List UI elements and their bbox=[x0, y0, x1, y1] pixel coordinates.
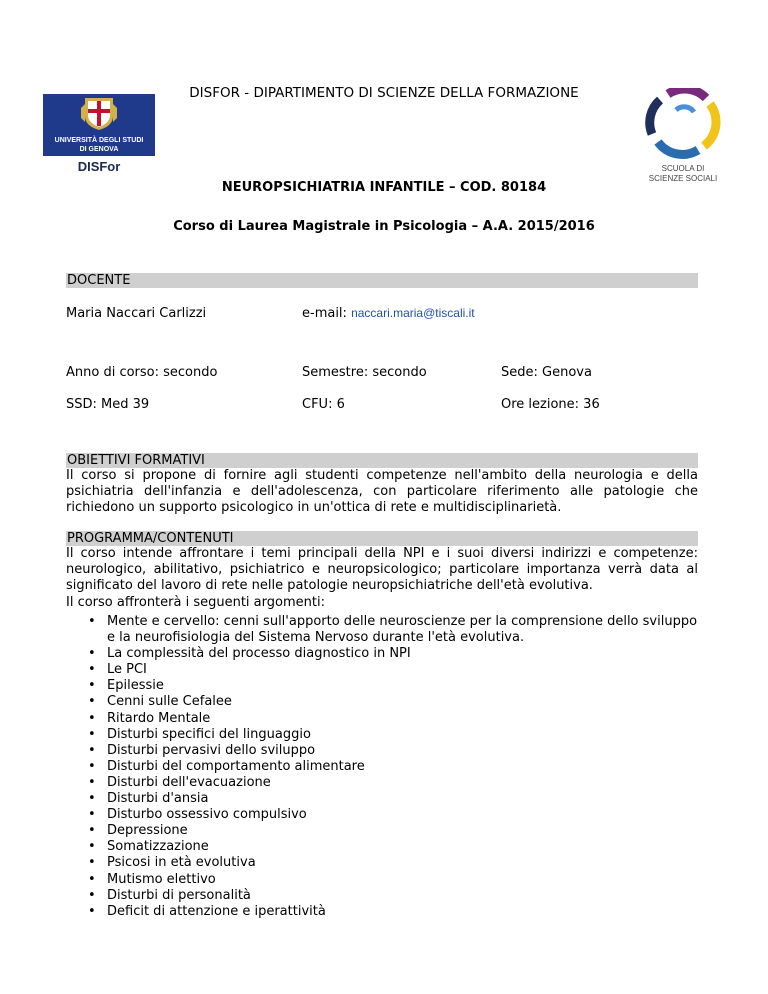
bullet-icon: • bbox=[88, 694, 96, 710]
list-item: • Disturbi pervasivi dello sviluppo bbox=[88, 742, 316, 758]
list-item: • Disturbi di personalità bbox=[88, 887, 251, 903]
bullet-icon: • bbox=[88, 855, 96, 871]
department-title: DISFOR - DIPARTIMENTO DI SCIENZE DELLA FORMAZIONE bbox=[189, 85, 579, 101]
docente-email-row bbox=[302, 306, 475, 321]
bullet-icon: • bbox=[88, 678, 96, 694]
docente-heading: DOCENTE bbox=[66, 273, 698, 288]
list-item: • La complessità del processo diagnostico in NPI bbox=[88, 646, 411, 662]
list-item: • Ritardo Mentale bbox=[88, 710, 211, 726]
bullet-icon: • bbox=[88, 887, 96, 903]
list-item: • Disturbo ossessivo compulsivo bbox=[88, 807, 307, 823]
topics-list bbox=[66, 614, 706, 920]
bullet-icon: • bbox=[88, 903, 96, 919]
bullet-icon: • bbox=[88, 758, 96, 774]
programma-lead: Il corso affronterà i seguenti argomenti: bbox=[66, 595, 325, 610]
list-item: • Disturbi d'ansia bbox=[88, 791, 209, 807]
semestre: Semestre: secondo bbox=[302, 365, 427, 380]
email-label: e-mail: bbox=[302, 306, 347, 321]
docente-name: Maria Naccari Carlizzi bbox=[66, 306, 207, 321]
ore-lezione: Ore lezione: 36 bbox=[501, 397, 600, 412]
disfor-brand: DISFor bbox=[77, 159, 121, 174]
university-crest-icon bbox=[43, 94, 155, 176]
school-rings-icon bbox=[640, 88, 726, 186]
bullet-icon: • bbox=[88, 646, 96, 662]
list-item: • Deficit di attenzione e iperattività bbox=[88, 903, 326, 919]
course-subtitle: Corso di Laurea Magistrale in Psicologia – A.A. 2015/2016 bbox=[173, 219, 595, 234]
bullet-icon: • bbox=[88, 823, 96, 839]
programma-heading: PROGRAMMA/CONTENUTI bbox=[66, 531, 698, 546]
bullet-icon: • bbox=[88, 839, 96, 855]
email-link[interactable]: naccari.maria@tiscali.it bbox=[351, 306, 475, 320]
sede: Sede: Genova bbox=[501, 365, 592, 380]
university-logo bbox=[43, 94, 155, 180]
bullet-icon: • bbox=[88, 742, 96, 758]
list-item: • Disturbi specifici del linguaggio bbox=[88, 726, 311, 742]
list-item: • Somatizzazione bbox=[88, 839, 209, 855]
list-item: • Mutismo elettivo bbox=[88, 871, 216, 887]
bullet-icon: • bbox=[88, 726, 96, 742]
list-item: • Depressione bbox=[88, 823, 188, 839]
bullet-icon: • bbox=[88, 791, 96, 807]
list-item: • Le PCI bbox=[88, 662, 147, 678]
list-item: • Mente e cervello: cenni sull'apporto delle neuroscienze per la comprensione dello sviluppo e la neurofisiologia del Sistema Nervoso durante l'età evolutiva. bbox=[88, 614, 698, 646]
cfu: CFU: 6 bbox=[302, 397, 345, 412]
school-logo bbox=[640, 88, 726, 190]
obiettivi-heading: OBIETTIVI FORMATIVI bbox=[66, 453, 698, 468]
university-name-line2: DI GENOVA bbox=[79, 146, 119, 153]
obiettivi-text: Il corso si propone di fornire agli studenti competenze nell'ambito della neurologia e della psichiatria dell'infanzia e dell'adolescenza, con particolare riferimento alle patologie che richiedono un supporto psicologico in un'ottica di rete e multidisciplinarietà. bbox=[66, 468, 698, 516]
anno-di-corso: Anno di corso: secondo bbox=[66, 365, 218, 380]
list-item: • Disturbi dell'evacuazione bbox=[88, 774, 271, 790]
university-name-line1: UNIVERSITÀ DEGLI STUDI bbox=[54, 137, 144, 144]
bullet-icon: • bbox=[88, 662, 96, 678]
list-item: • Psicosi in età evolutiva bbox=[88, 855, 256, 871]
bullet-icon: • bbox=[88, 710, 96, 726]
course-title: NEUROPSICHIATRIA INFANTILE – COD. 80184 bbox=[221, 180, 547, 195]
bullet-icon: • bbox=[88, 614, 96, 629]
bullet-icon: • bbox=[88, 807, 96, 823]
ssd: SSD: Med 39 bbox=[66, 397, 150, 412]
school-name-line2: SCIENZE SOCIALI bbox=[648, 174, 718, 183]
school-name-line1: SCUOLA DI bbox=[661, 164, 705, 173]
list-item: • Disturbi del comportamento alimentare bbox=[88, 758, 365, 774]
bullet-icon: • bbox=[88, 871, 96, 887]
list-item: • Epilessie bbox=[88, 678, 164, 694]
list-item: • Cenni sulle Cefalee bbox=[88, 694, 232, 710]
bullet-icon: • bbox=[88, 774, 96, 790]
programma-intro: Il corso intende affrontare i temi principali della NPI e i suoi diversi indirizzi e competenze: neurologico, abilitativo, psichiatrico e neuropsicologico; particolare importanza verrà data al significato del lavoro di rete nelle patologie neuropsichiatriche dell'età evolutiva. bbox=[66, 546, 698, 594]
